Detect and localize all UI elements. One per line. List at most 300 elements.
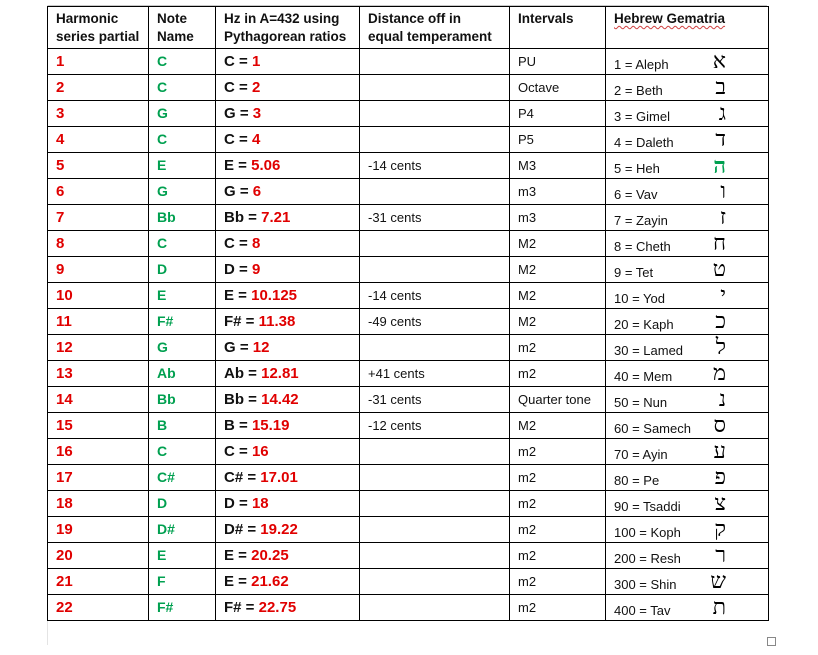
table-row [48, 361, 769, 387]
hebrew-letter: ש [710, 568, 726, 594]
table-row [48, 387, 769, 413]
note-name: B [157, 417, 168, 433]
hebrew-letter: צ [714, 490, 726, 516]
note-name: E [157, 287, 167, 303]
distance-cell [360, 517, 510, 543]
interval-value: m2 [518, 573, 537, 589]
note-cell [149, 127, 216, 153]
distance-cell [360, 49, 510, 75]
gematria-cell [606, 283, 769, 309]
hz-value: 12.81 [261, 364, 299, 382]
note-name: C [157, 131, 168, 147]
distance-cell [360, 231, 510, 257]
hz-note: F# [224, 598, 242, 616]
partial-cell [48, 257, 149, 283]
interval-cell [510, 309, 606, 335]
hebrew-letter: ז [719, 204, 726, 230]
gematria-text: 400 = Tav [614, 602, 671, 618]
gematria-text: 40 = Mem [614, 368, 673, 384]
note-name: C [157, 53, 168, 69]
gematria-text: 50 = Nun [614, 394, 668, 410]
hz-cell [216, 101, 360, 127]
hz-equals: = [234, 286, 252, 304]
distance-value: +41 cents [368, 365, 425, 381]
hebrew-letter: ת [712, 594, 726, 620]
table-row [48, 75, 769, 101]
interval-value: M2 [518, 235, 537, 251]
partial-cell [48, 75, 149, 101]
interval-value: m3 [518, 183, 537, 199]
note-name: C [157, 235, 168, 251]
hz-cell [216, 205, 360, 231]
gematria-cell [606, 153, 769, 179]
note-cell [149, 101, 216, 127]
gematria-text: 60 = Samech [614, 420, 691, 436]
hebrew-letter: פ [714, 464, 726, 490]
hz-value: 14.42 [261, 390, 299, 408]
interval-cell [510, 569, 606, 595]
header-partial: Harmonic series partial [48, 7, 149, 49]
gematria-cell [606, 127, 769, 153]
hz-value: 10.125 [251, 286, 298, 304]
hz-cell [216, 543, 360, 569]
hebrew-letter: א [712, 48, 726, 74]
partial-cell [48, 491, 149, 517]
interval-cell [510, 49, 606, 75]
table-row [48, 179, 769, 205]
hz-value: 21.62 [251, 572, 289, 590]
partial-cell [48, 153, 149, 179]
gematria-cell [606, 179, 769, 205]
hz-value: 6 [252, 182, 262, 200]
gematria-cell [606, 439, 769, 465]
harmonic-series-table [47, 6, 769, 621]
distance-cell [360, 205, 510, 231]
gematria-text: 8 = Cheth [614, 238, 671, 254]
table-row [48, 335, 769, 361]
distance-cell [360, 101, 510, 127]
note-name: E [157, 157, 167, 173]
hebrew-letter: ל [715, 334, 726, 360]
hz-value: 3 [252, 104, 262, 122]
interval-cell [510, 75, 606, 101]
hz-note: C [224, 442, 235, 460]
hebrew-letter: ה [713, 152, 726, 179]
gematria-text: 30 = Lamed [614, 342, 684, 358]
interval-value: M2 [518, 417, 537, 433]
gematria-cell [606, 257, 769, 283]
header-gematria: Hebrew Gematria [606, 7, 769, 49]
partial-number: 13 [56, 364, 73, 382]
hz-value: 18 [251, 494, 269, 512]
hz-equals: = [235, 182, 253, 200]
distance-value: -31 cents [368, 209, 422, 225]
hz-note: C [224, 130, 235, 148]
note-cell [149, 309, 216, 335]
interval-value: m2 [518, 495, 537, 511]
partial-cell [48, 127, 149, 153]
note-cell [149, 491, 216, 517]
note-name: G [157, 339, 168, 355]
note-name: F# [157, 313, 174, 329]
interval-value: m2 [518, 469, 537, 485]
interval-cell [510, 335, 606, 361]
gematria-text: 200 = Resh [614, 550, 681, 566]
hz-equals: = [234, 156, 252, 174]
table-row [48, 517, 769, 543]
hz-equals: = [244, 364, 262, 382]
table-row [48, 101, 769, 127]
hz-note: C [224, 234, 235, 252]
gematria-text: 300 = Shin [614, 576, 677, 592]
table-row [48, 491, 769, 517]
table-row [48, 543, 769, 569]
interval-value: P5 [518, 131, 534, 147]
partial-cell [48, 231, 149, 257]
gematria-cell [606, 101, 769, 127]
hz-note: Ab [224, 364, 244, 382]
note-cell [149, 205, 216, 231]
partial-number: 14 [56, 390, 73, 408]
hz-cell [216, 465, 360, 491]
partial-number: 1 [56, 52, 65, 70]
partial-number: 12 [56, 338, 73, 356]
hebrew-letter: ק [714, 516, 726, 542]
note-name: F# [157, 599, 174, 615]
hz-cell [216, 75, 360, 101]
distance-cell [360, 153, 510, 179]
interval-value: M2 [518, 287, 537, 303]
hz-note: D# [224, 520, 244, 538]
interval-cell [510, 153, 606, 179]
hz-equals: = [243, 520, 261, 538]
distance-cell [360, 75, 510, 101]
interval-cell [510, 595, 606, 621]
partial-cell [48, 413, 149, 439]
distance-cell [360, 569, 510, 595]
gematria-cell [606, 309, 769, 335]
hz-cell [216, 257, 360, 283]
note-cell [149, 179, 216, 205]
note-name: G [157, 105, 168, 121]
gematria-text: 5 = Heh [614, 160, 660, 176]
hz-value: 12 [252, 338, 270, 356]
hz-value: 16 [251, 442, 269, 460]
note-cell [149, 153, 216, 179]
partial-number: 8 [56, 234, 65, 252]
interval-value: P4 [518, 105, 534, 121]
hz-value: 8 [251, 234, 261, 252]
note-cell [149, 335, 216, 361]
distance-cell [360, 127, 510, 153]
interval-cell [510, 361, 606, 387]
gematria-text: 2 = Beth [614, 82, 663, 98]
distance-cell [360, 335, 510, 361]
note-cell [149, 517, 216, 543]
note-name: C [157, 79, 168, 95]
hz-value: 15.19 [251, 416, 290, 434]
gematria-text: 1 = Aleph [614, 56, 669, 72]
gematria-cell [606, 543, 769, 569]
table-row [48, 465, 769, 491]
hz-cell [216, 179, 360, 205]
partial-number: 21 [56, 572, 73, 590]
interval-value: m3 [518, 209, 537, 225]
distance-cell [360, 361, 510, 387]
note-cell [149, 283, 216, 309]
distance-cell [360, 257, 510, 283]
gematria-text: 70 = Ayin [614, 446, 668, 462]
hz-equals: = [234, 130, 252, 148]
interval-cell [510, 179, 606, 205]
partial-cell [48, 517, 149, 543]
gematria-cell [606, 491, 769, 517]
partial-cell [48, 439, 149, 465]
gematria-cell [606, 465, 769, 491]
distance-cell [360, 309, 510, 335]
gematria-text: 90 = Tsaddi [614, 498, 681, 514]
gematria-text: 6 = Vav [614, 186, 658, 202]
hz-note: E [224, 572, 235, 590]
hz-note: D [224, 494, 235, 512]
note-cell [149, 361, 216, 387]
partial-cell [48, 205, 149, 231]
gematria-text: 80 = Pe [614, 472, 660, 488]
hebrew-letter: י [720, 282, 726, 308]
interval-cell [510, 283, 606, 309]
note-name: D# [157, 521, 175, 537]
hz-cell [216, 309, 360, 335]
table-row [48, 205, 769, 231]
interval-cell [510, 205, 606, 231]
header-note: Note Name [149, 7, 216, 49]
interval-cell [510, 491, 606, 517]
table-row [48, 283, 769, 309]
partial-cell [48, 569, 149, 595]
hz-note: D [224, 260, 235, 278]
table-row [48, 153, 769, 179]
gematria-cell [606, 569, 769, 595]
hz-cell [216, 569, 360, 595]
distance-cell [360, 413, 510, 439]
gematria-text: 3 = Gimel [614, 108, 670, 124]
gematria-cell [606, 517, 769, 543]
interval-value: PU [518, 53, 537, 69]
hz-note: E [224, 546, 235, 564]
interval-value: m2 [518, 521, 537, 537]
hz-cell [216, 361, 360, 387]
partial-number: 5 [56, 156, 65, 174]
partial-cell [48, 283, 149, 309]
header-row [48, 7, 769, 49]
note-name: D [157, 495, 168, 511]
partial-cell [48, 309, 149, 335]
partial-number: 11 [56, 312, 72, 330]
partial-number: 2 [56, 78, 65, 96]
distance-value: -14 cents [368, 157, 422, 173]
hz-note: C# [224, 468, 244, 486]
hz-value: 9 [251, 260, 261, 278]
hz-value: 19.22 [260, 520, 298, 538]
hz-note: F# [224, 312, 242, 330]
interval-value: m2 [518, 599, 537, 615]
distance-cell [360, 465, 510, 491]
hz-equals: = [234, 494, 252, 512]
partial-number: 16 [56, 442, 73, 460]
hz-value: 1 [251, 52, 261, 70]
hz-cell [216, 49, 360, 75]
hz-equals: = [234, 546, 252, 564]
hebrew-letter: כ [715, 308, 726, 334]
hz-cell [216, 283, 360, 309]
distance-value: -31 cents [368, 391, 422, 407]
note-cell [149, 465, 216, 491]
header-hz: Hz in A=432 using Pythagorean ratios [216, 7, 360, 49]
gematria-text: 10 = Yod [614, 290, 665, 306]
hz-note: Bb [224, 208, 244, 226]
partial-number: 4 [56, 130, 65, 148]
hebrew-letter: ד [715, 126, 726, 152]
partial-number: 22 [56, 598, 73, 616]
table-row [48, 439, 769, 465]
distance-cell [360, 543, 510, 569]
hz-cell [216, 335, 360, 361]
table-row [48, 127, 769, 153]
hz-equals: = [235, 104, 253, 122]
note-cell [149, 75, 216, 101]
hz-cell [216, 127, 360, 153]
distance-cell [360, 595, 510, 621]
hz-value: 20.25 [251, 546, 289, 564]
interval-value: M2 [518, 313, 537, 329]
partial-cell [48, 101, 149, 127]
gematria-cell [606, 205, 769, 231]
distance-cell [360, 387, 510, 413]
table-row [48, 49, 769, 75]
table-row [48, 413, 769, 439]
gematria-cell [606, 413, 769, 439]
distance-cell [360, 491, 510, 517]
hz-equals: = [234, 78, 252, 96]
note-name: C [157, 443, 168, 459]
hebrew-letter: ר [715, 542, 726, 568]
gematria-text: 4 = Daleth [614, 134, 674, 150]
interval-cell [510, 231, 606, 257]
interval-value: Quarter tone [518, 391, 591, 407]
hz-equals: = [234, 52, 252, 70]
note-cell [149, 387, 216, 413]
interval-value: M2 [518, 261, 537, 277]
hz-cell [216, 153, 360, 179]
partial-cell [48, 387, 149, 413]
interval-value: m2 [518, 365, 537, 381]
partial-number: 17 [56, 468, 73, 486]
hz-value: 22.75 [258, 598, 297, 616]
partial-number: 6 [56, 182, 65, 200]
interval-value: M3 [518, 157, 537, 173]
hz-value: 7.21 [261, 208, 291, 226]
hebrew-letter: ס [713, 412, 726, 438]
table-row [48, 231, 769, 257]
gematria-cell [606, 361, 769, 387]
table-row [48, 569, 769, 595]
gematria-cell [606, 75, 769, 101]
partial-cell [48, 543, 149, 569]
note-cell [149, 413, 216, 439]
hz-equals: = [241, 598, 259, 616]
hz-cell [216, 595, 360, 621]
hz-note: E [224, 286, 235, 304]
gematria-cell [606, 387, 769, 413]
partial-cell [48, 179, 149, 205]
header-intervals: Intervals [510, 7, 606, 49]
hz-equals: = [234, 572, 252, 590]
interval-value: Octave [518, 79, 560, 95]
hz-value: 4 [251, 130, 261, 148]
note-cell [149, 257, 216, 283]
interval-cell [510, 439, 606, 465]
interval-cell [510, 543, 606, 569]
hebrew-letter: ט [712, 256, 726, 282]
partial-number: 15 [56, 416, 73, 434]
gematria-text: 9 = Tet [614, 264, 654, 280]
hebrew-letter: מ [712, 360, 726, 386]
hebrew-letter: ג [718, 100, 726, 126]
hz-equals: = [244, 390, 262, 408]
distance-value: -12 cents [368, 417, 422, 433]
hebrew-letter: ב [715, 74, 726, 100]
note-name: Bb [157, 209, 176, 225]
hz-note: Bb [224, 390, 244, 408]
partial-number: 7 [56, 208, 65, 226]
distance-cell [360, 439, 510, 465]
partial-cell [48, 335, 149, 361]
note-name: Ab [157, 365, 176, 381]
note-cell [149, 569, 216, 595]
partial-cell [48, 595, 149, 621]
interval-cell [510, 465, 606, 491]
hz-cell [216, 439, 360, 465]
hz-equals: = [234, 442, 252, 460]
note-name: D [157, 261, 168, 277]
note-name: F [157, 573, 166, 589]
partial-cell [48, 49, 149, 75]
table-resize-handle[interactable] [767, 637, 776, 646]
table-row [48, 257, 769, 283]
interval-value: m2 [518, 339, 537, 355]
partial-cell [48, 361, 149, 387]
partial-number: 9 [56, 260, 65, 278]
distance-cell [360, 179, 510, 205]
hz-note: C [224, 52, 235, 70]
note-cell [149, 595, 216, 621]
hz-cell [216, 387, 360, 413]
hz-equals: = [234, 416, 252, 434]
hz-equals: = [244, 208, 262, 226]
hz-value: 5.06 [251, 156, 281, 174]
partial-cell [48, 465, 149, 491]
hebrew-letter: נ [718, 386, 726, 412]
note-cell [149, 439, 216, 465]
header-distance: Distance off in equal temperament [360, 7, 510, 49]
hz-equals: = [243, 468, 261, 486]
hz-equals: = [234, 234, 252, 252]
gematria-text: 7 = Zayin [614, 212, 668, 228]
partial-number: 19 [56, 520, 73, 538]
note-cell [149, 49, 216, 75]
interval-cell [510, 517, 606, 543]
distance-cell [360, 283, 510, 309]
